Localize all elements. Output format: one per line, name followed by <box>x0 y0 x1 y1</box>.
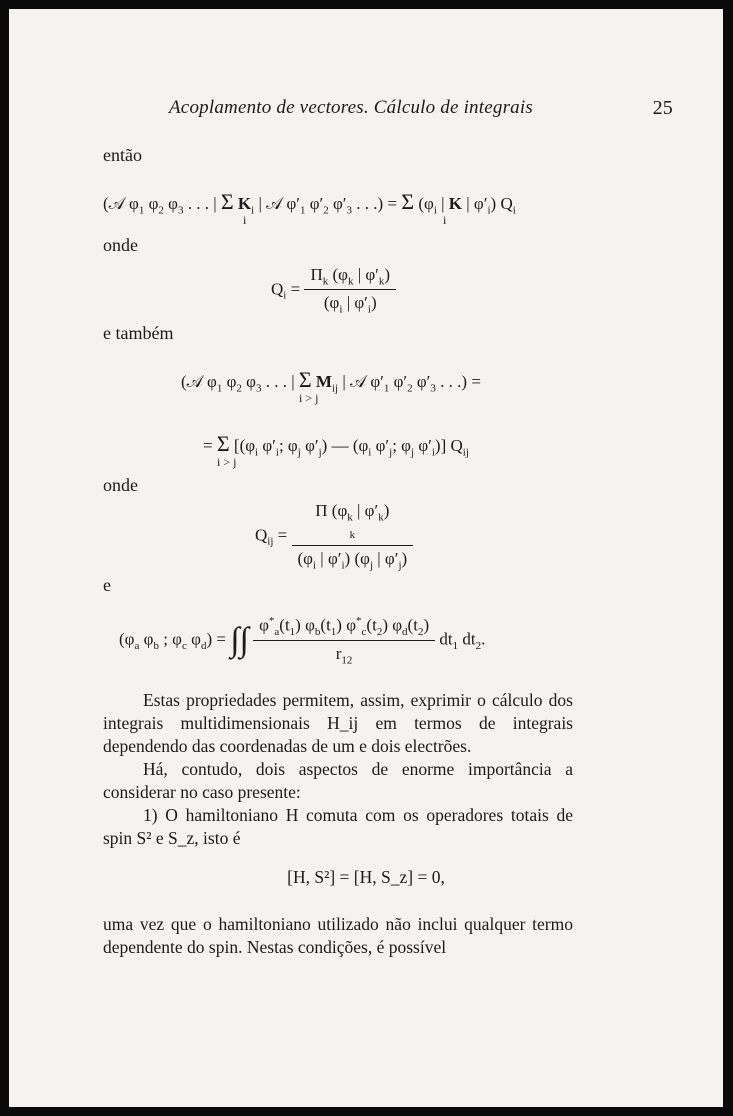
body-paragraph-4 <box>103 913 573 959</box>
page-number: 25 <box>652 97 673 119</box>
equation-3b: = Σ [($\varphi_i$ $\varphi'_i$; $\varphi_j$ $\varphi'_j$) — ($\varphi_i$ $\varphi'_j$; $\varphi_j$ $\varphi'_i$)] $Q_{ij}$ i > j <box>203 431 469 469</box>
label-onde-1: onde <box>103 235 138 255</box>
book-page <box>9 9 723 1107</box>
label-onde-2: onde <box>103 475 138 495</box>
equation-4: $Q_{ij}$ = Π ($\varphi_k$ | $\varphi'_k$) k ($\varphi_i$ | $\varphi'_i$) ($\varphi_j$ | $\varphi'_j$) <box>255 501 413 572</box>
equation-2: $Q_i$ = $\frac{\Pi_k (\varphi_k | \varphi'_k)}{(\varphi_i | \varphi'_i)}$ <box>271 265 396 316</box>
running-title: Acoplamento de vectores. Cálculo de integrais <box>169 97 533 118</box>
commutator-equation: [H, S²] = [H, S_z] = 0, <box>287 867 445 887</box>
equation-5: ($\varphi_a$ $\varphi_b$ ; $\varphi_c$ $\varphi_d$) = ∫∫ $\frac{\varphi^*_a(t_1) \varphi_b(t_1) \varphi^*_c(t_2) \varphi_d(t_2)}{r_{12}}$ $dt_1$ $dt_2$. <box>119 615 486 667</box>
paragraph-1: Estas propriedades permitem, assim, exprimir o cálculo dos integrais multidimensionais H_ij em termos de integrais dependendo das coordenadas de um e dois electrões. <box>103 690 573 756</box>
label-entao: então <box>103 145 142 165</box>
label-e-tambem: e também <box>103 323 174 343</box>
running-header <box>169 97 673 119</box>
label-e: e <box>103 575 111 595</box>
equation-3a: (𝒜 $\varphi_1$ $\varphi_2$ $\varphi_3$ . . . | Σ $M_{ij}$ | 𝒜 $\varphi'_1$ $\varphi'_2$ $\varphi'_3$ . . .) = i > j <box>181 367 481 405</box>
paragraph-3: 1) O hamiltoniano H comuta com os operadores totais de spin S² e S_z, isto é <box>103 805 573 848</box>
paragraph-2: Há, contudo, dois aspectos de enorme importância a considerar no caso presente: <box>103 759 573 802</box>
paragraph-4: uma vez que o hamiltoniano utilizado não inclui qualquer termo dependente do spin. Nestas condições, é possível <box>103 914 573 957</box>
equation-1: (𝒜 $\varphi_1$ $\varphi_2$ $\varphi_3$ . . . | Σ $K_i$ | 𝒜 $\varphi'_1$ $\varphi'_2$ $\varphi'_3$ . . .) = Σ ($\varphi_i$ | K | $\varphi'_i$) $Q_i$ i i <box>103 189 516 227</box>
body-paragraphs <box>103 689 573 850</box>
